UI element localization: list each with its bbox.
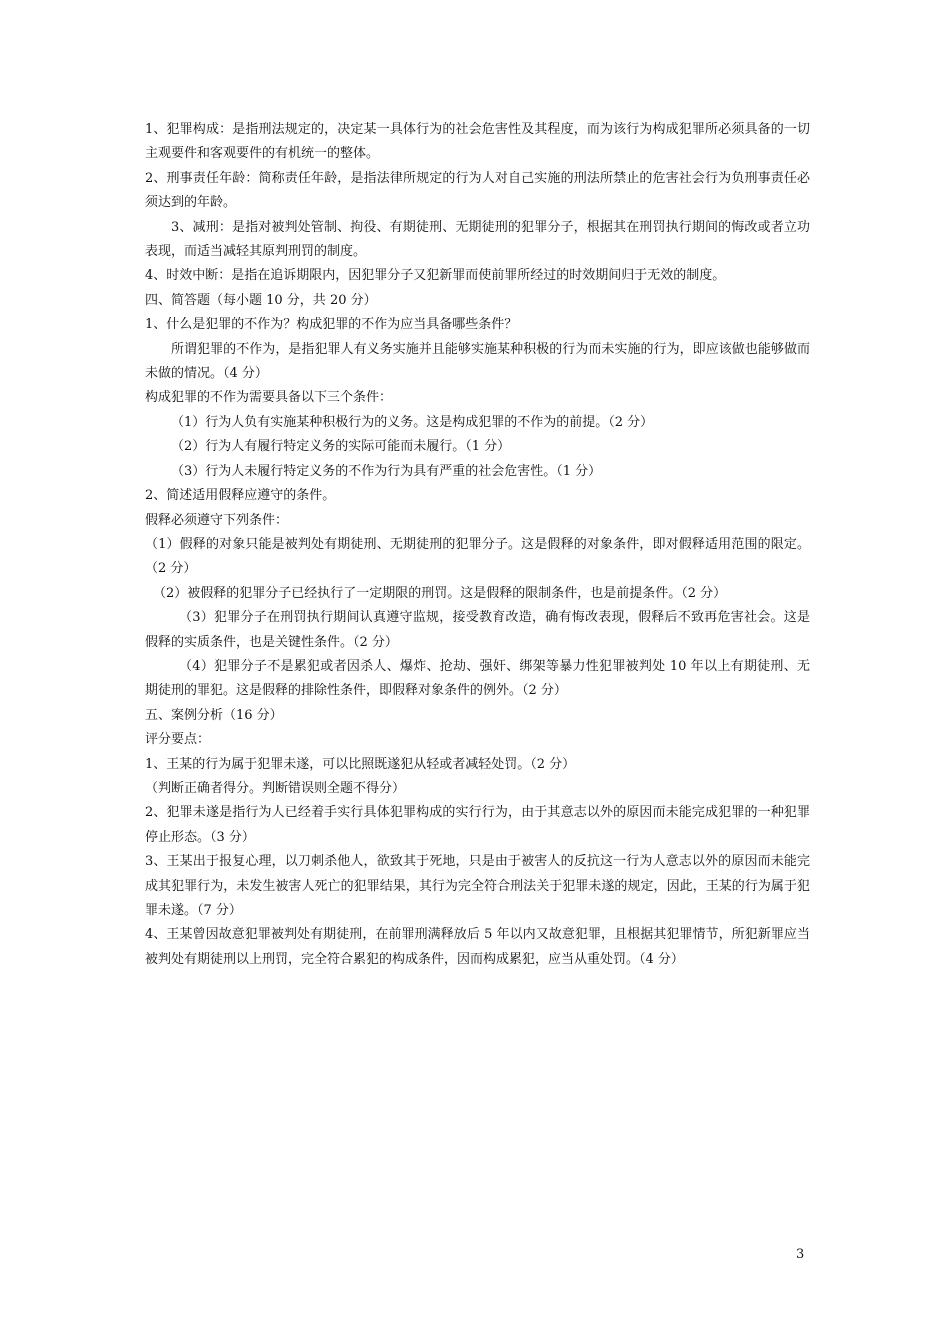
section-heading-case-analysis: 五、案例分析（16 分） — [145, 707, 283, 723]
answer-2-condition-1: （1）假释的对象只能是被判处有期徒刑、无期徒刑的犯罪分子。这是假释的对象条件，即对假释适用范围的限定。（2 分） — [145, 536, 810, 577]
definition-crime-constitution: 1、犯罪构成：是指刑法规定的，决定某一具体行为的社会危害性及其程度，而为该行为构成犯罪所必须具备的一切主观要件和客观要件的有机统一的整体。 — [145, 122, 810, 162]
definition-criminal-age: 2、刑事责任年龄：简称责任年龄，是指法律所规定的行为人对自己实施的刑法所禁止的危害社会行为负刑事责任必须达到的年龄。 — [145, 170, 810, 211]
answer-2-intro: 假释必须遵守下列条件： — [145, 512, 289, 528]
scoring-point-3: 3、王某出于报复心理，以刀刺杀他人，欲致其于死地，只是由于被害人的反抗这一行为人意志以外的原因而未能完成其犯罪行为，未发生被害人死亡的犯罪结果，其行为完全符合刑法关于犯罪未遂的规定，因此，王某的行为属于犯罪未遂。（7 分） — [145, 854, 810, 918]
definition-commutation: 3、减刑：是指对被判处管制、拘役、有期徒刑、无期徒刑的犯罪分子，根据其在刑罚执行期间的悔改或者立功表现，而适当减轻其原判刑罚的制度。 — [145, 219, 810, 260]
page-number: 3 — [796, 1247, 805, 1262]
definition-limitation-interruption: 4、时效中断：是指在追诉期限内，因犯罪分子又犯新罪而使前罪所经过的时效期间归于无效的制度。 — [145, 268, 726, 284]
answer-1-condition-1: （1）行为人负有实施某种积极行为的义务。这是构成犯罪的不作为的前提。（2 分） — [171, 414, 654, 430]
answer-1-condition-3: （3）行为人未履行特定义务的不作为行为具有严重的社会危害性。（1 分） — [171, 463, 602, 479]
answer-2-condition-2: （2）被假释的犯罪分子已经执行了一定期限的刑罚。这是假释的限制条件，也是前提条件。（2 分） — [153, 585, 727, 601]
question-2: 2、简述适用假释应遵守的条件。 — [145, 488, 336, 504]
answer-2-condition-3: （3）犯罪分子在刑罚执行期间认真遵守监规，接受教育改造，确有悔改表现，假释后不致再危害社会。这是假释的实质条件，也是关键性条件。（2 分） — [145, 610, 810, 650]
answer-2-condition-4: （4）犯罪分子不是累犯或者因杀人、爆炸、抢劫、强奸、绑架等暴力性犯罪被判处 10 年以上有期徒刑、无期徒刑的罪犯。这是假释的排除性条件，即假释对象条件的例外。（2 分） — [145, 658, 810, 699]
document-body — [145, 118, 810, 972]
scoring-point-4: 4、王某曾因故意犯罪被判处有期徒刑，在前罪刑满释放后 5 年以内又故意犯罪，且根据其犯罪情节，所犯新罪应当被判处有期徒刑以上刑罚，完全符合累犯的构成条件，因而构成累犯，应当从重处罚。（4 分） — [145, 927, 810, 967]
answer-1-definition: 所谓犯罪的不作为，是指犯罪人有义务实施并且能够实施某种积极的行为而未实施的行为，即应该做也能够做而未做的情况。（4 分） — [145, 341, 810, 382]
answer-1-conditions-intro: 构成犯罪的不作为需要具备以下三个条件： — [145, 390, 393, 406]
scoring-point-1: 1、王某的行为属于犯罪未遂，可以比照既遂犯从轻或者减轻处罚。（2 分） — [145, 756, 576, 772]
question-1: 1、什么是犯罪的不作为？构成犯罪的不作为应当具备哪些条件？ — [145, 317, 518, 333]
answer-1-condition-2: （2）行为人有履行特定义务的实际可能而未履行。（1 分） — [171, 439, 511, 455]
scoring-points-label: 评分要点： — [145, 732, 211, 748]
scoring-point-2: 2、犯罪未遂是指行为人已经着手实行具体犯罪构成的实行行为，由于其意志以外的原因而未能完成犯罪的一种犯罪停止形态。（3 分） — [145, 805, 810, 845]
section-heading-short-answer: 四、简答题（每小题 10 分，共 20 分） — [145, 292, 377, 308]
scoring-note: （判断正确者得分。判断错误则全题不得分） — [145, 780, 406, 796]
